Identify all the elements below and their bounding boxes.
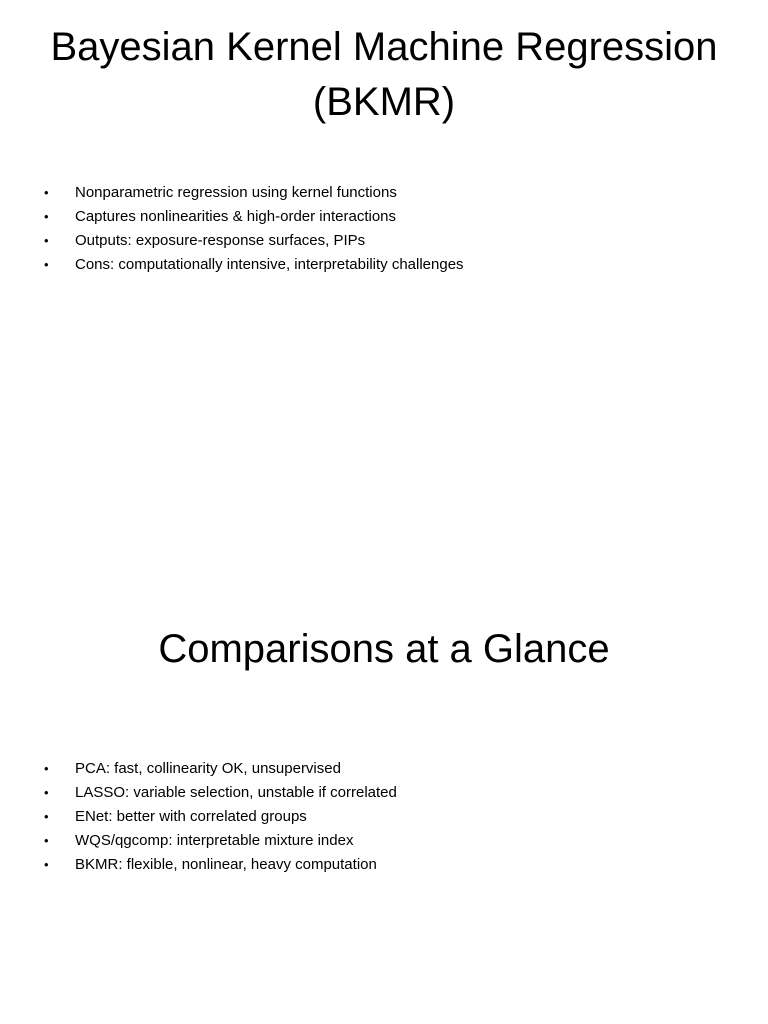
bullet-item [40,757,728,781]
bullet-item [40,205,728,229]
bullet-icon: • [44,833,49,848]
bullet-list [40,181,728,277]
slide-title: Comparisons at a Glance [158,627,610,671]
bullet-text: BKMR: flexible, nonlinear, heavy computation [75,856,377,873]
bullet-item [40,805,728,829]
bullet-icon: • [44,257,49,272]
bullet-icon: • [44,233,49,248]
bullet-icon: • [44,761,49,776]
bullet-text: Cons: computationally intensive, interpretability challenges [75,256,464,273]
bullet-text: PCA: fast, collinearity OK, unsupervised [75,760,341,777]
bullet-text: Outputs: exposure-response surfaces, PIPs [75,232,366,249]
bullet-list [40,757,728,877]
bullet-item [40,853,728,877]
bullet-item [40,829,728,853]
slide-title: Bayesian Kernel Machine Regression (BKMR) [50,25,718,124]
bullet-item [40,181,728,205]
bullet-text: Captures nonlinearities & high-order interactions [75,208,397,225]
bullet-icon: • [44,209,49,224]
bullet-icon: • [44,785,49,800]
bullet-icon: • [44,809,49,824]
bullet-item [40,229,728,253]
slide-comparisons [0,576,768,1024]
bullet-text: LASSO: variable selection, unstable if correlated [75,784,397,801]
bullet-icon: • [44,857,49,872]
bullet-item [40,781,728,805]
bullet-text: ENet: better with correlated groups [75,808,307,825]
bullet-text: Nonparametric regression using kernel functions [75,184,397,201]
bullet-text: WQS/qgcomp: interpretable mixture index [75,832,354,849]
bullet-icon: • [44,185,49,200]
bullet-item [40,253,728,277]
